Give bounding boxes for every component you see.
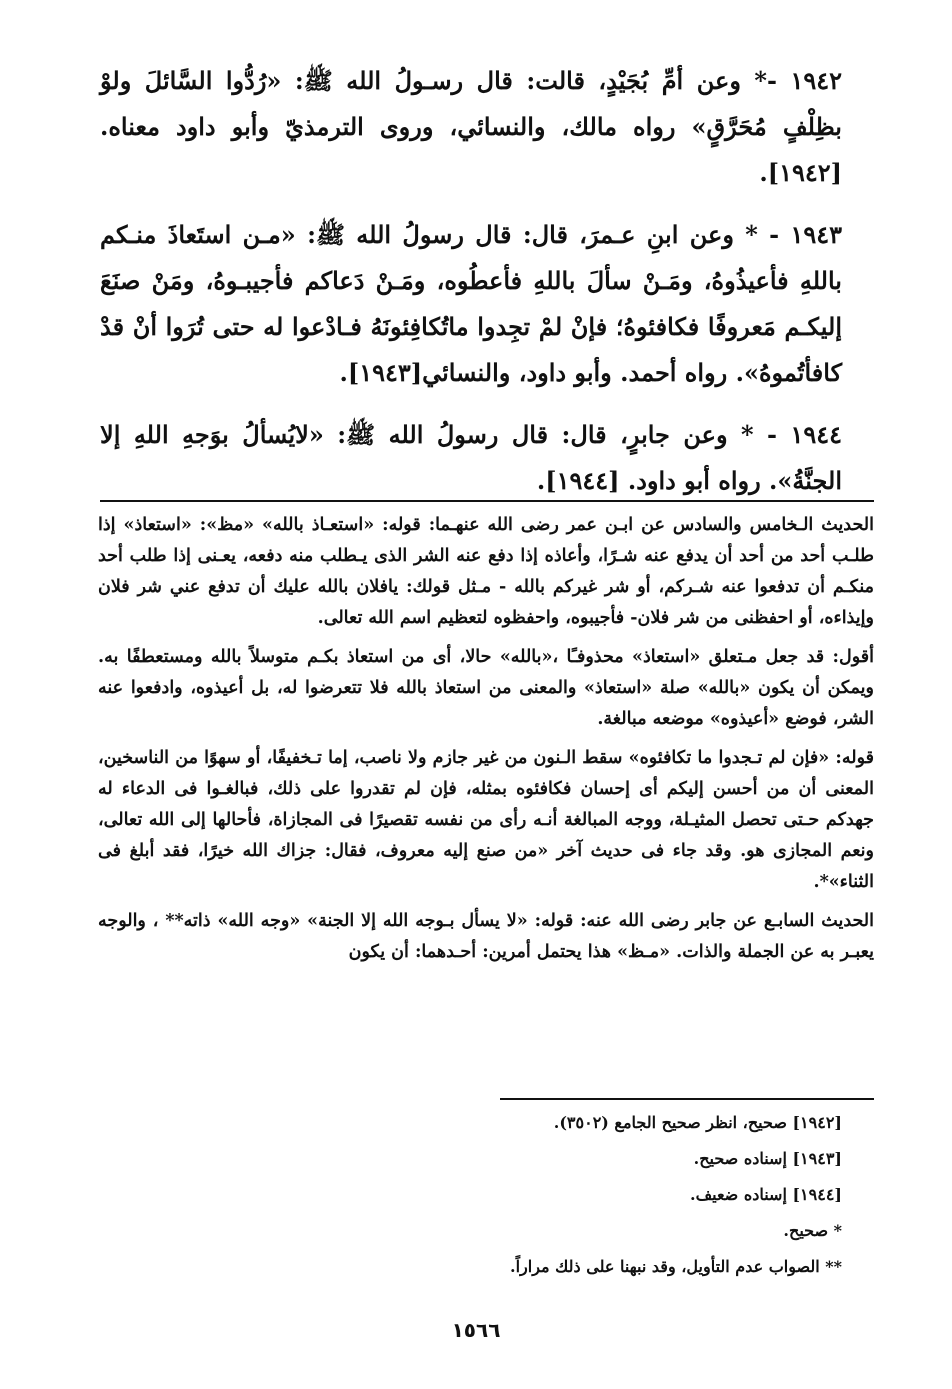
footnote-1944: [١٩٤٤] إسناده ضعيف. — [690, 1185, 842, 1204]
hadith-1942: ١٩٤٢ -* وعن أمِّ بُجَيْدٍ، قالت: قال رسـولُ الله ﷺ: «رُدُّوا السَّائلَ ولوْ بظِلْفٍ مُحَرَّقٍ» رواه مالك، والنسائي، وروى الترمذيّ وأبو داود معناه. [١٩٤٢]. — [100, 66, 842, 187]
section-divider — [100, 500, 874, 502]
hadith-1943: ١٩٤٣ - * وعن ابنِ عـمرَ، قال: قال رسولُ الله ﷺ: «مـن استَعاذَ منـكم باللهِ فأعيذُوهُ، ومَـنْ سألَ باللهِ فأعطُوه، ومَـنْ دَعاكم فأجيبـوهُ، ومَنْ صنَعَ إليكـم مَعروفًا فكافئوهُ؛ فإنْ لمْ تجِدوا ماتُكافِئونَهُ فـادْعوا له حتى تُرَوا أنْ قدْ كافأتُموهُ». رواه أحمد. وأبو داود، والنسائي[١٩٤٣]. — [100, 220, 842, 387]
footnote-divider — [500, 1098, 874, 1100]
main-text — [100, 58, 842, 520]
commentary-paragraph-2: أقول: قد جعل مـتعلق «استعاذ» محذوفـًا ،«بالله» حالا، أى من استعاذ بكـم متوسلاً بالله ومستعطفًا به. ويمكن أن يكون «بالله» صلة «استعاذ» والمعنى من استعاذ بالله فلا تتعرضوا له، بل أعيذوه، وادفعوا عنه الشر، فوضع «أعيذوه» موضعه مبالغة. — [98, 647, 874, 729]
page-number: ١٥٦٦ — [451, 1318, 501, 1342]
footnote-asterisk: * صحيح. — [783, 1221, 842, 1240]
footnote-1943: [١٩٤٣] إسناده صحيح. — [693, 1149, 842, 1168]
commentary-paragraph-1: الحديث الـخامس والسادس عن ابـن عمر رضى الله عنهـما: قوله: «استعـاذ بالله» «مظ»: «استعاذ» إذا طلـب أحد من أحد أن يدفع عنه شـرًا، وأعاذه إذا دفع عنه الشر الذى يـطلب منه دفعه، يعـنى إذا طلب أحد منكـم أن تدفعوا عنه شـركم، أو شر غيركم بالله - مـثل قولك: يافلان بالله عليك أن تدفع عني شر فلان وإيذاءه، أو احفظنى من شر فلان- فأجيبوه، واحفظوه لتعظيم اسم الله تعالى. — [98, 515, 874, 628]
footnote-1942: [١٩٤٢] صحيح، انظر صحيح الجامع (٣٥٠٢). — [553, 1113, 842, 1132]
commentary-paragraph-3: قوله: «فإن لم تـجدوا ما تكافئوه» سقط الـنون من غير جازم ولا ناصب، إما تـخفيفًا، أو سهوًا من الناسخين، المعنى أن من أحسن إليكم أى إحسان فكافئوه بمثله، فإن لم تقدروا على ذلك، فبالغـوا فى الدعاء له جهدكم حـتى تحصل المثيـلة، ووجه المبالغة أنـه رأى من نفسه تقصيرًا فى المجازاة، فأحالها إلى الله تعالى، ونعم المجازى هو. وقد جاء فى حديث آخر «من صنع إليه معروف، فقال: جزاك الله خيرًا، فقد أبلغ فى الثناء»*. — [98, 748, 874, 892]
footnotes — [242, 1108, 842, 1288]
commentary — [98, 510, 874, 976]
commentary-paragraph-4: الحديث السابـع عن جابر رضى الله عنه: قوله: «لا يسأل بـوجه الله إلا الجنة» «وجه الله» ذاته** ، والوجه يعبـر به عن الجملة والذات. «مـظ» هذا يحتمل أمرين: أحـدهما: أن يكون — [98, 911, 874, 962]
footnote-double-asterisk: ** الصواب عدم التأويل، وقد نبهنا على ذلك مراراً. — [510, 1257, 842, 1276]
hadith-1944: ١٩٤٤ - * وعن جابرٍ، قال: قال رسولُ الله ﷺ: «لايُسألُ بوَجهِ اللهِ إلا الجنَّةُ». رواه أبو داود. [١٩٤٤]. — [100, 420, 842, 495]
